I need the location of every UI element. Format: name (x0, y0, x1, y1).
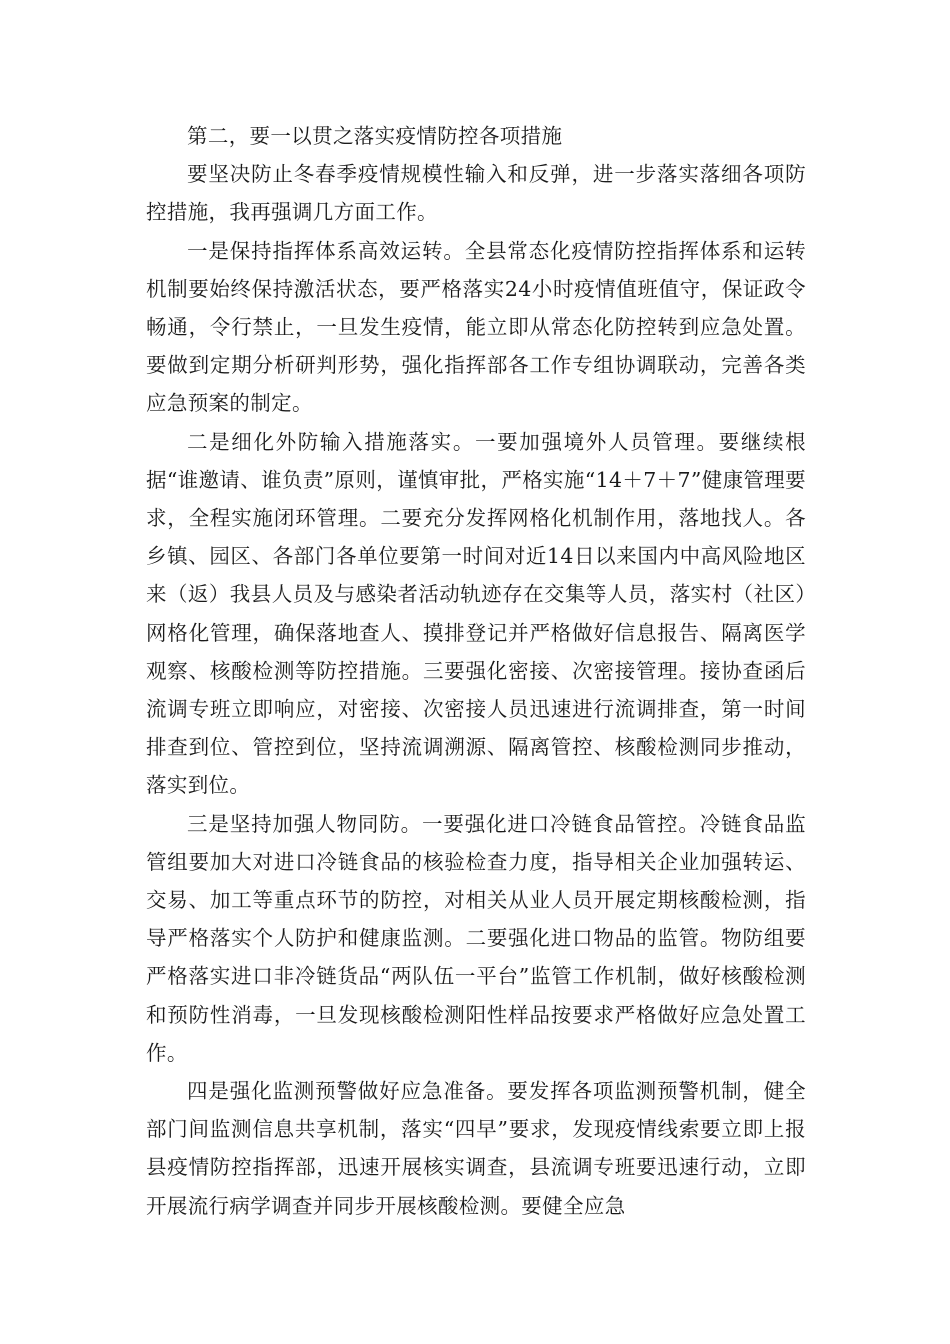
document-page (146, 117, 806, 1225)
paragraph-monitoring: 四是强化监测预警做好应急准备。要发挥各项监测预警机制，健全部门间监测信息共享机制，落实“四早”要求，发现疫情线索要立即上报县疫情防控指挥部，迅速开展核实调查，县流调专班要迅速行动，立即开展流行病学调查并同步开展核酸检测。要健全应急 (146, 1079, 806, 1218)
paragraph-intro: 要坚决防止冬春季疫情规模性输入和反弹，进一步落实落细各项防控措施，我再强调几方面工作。 (146, 162, 806, 225)
section-heading: 第二，要一以贯之落实疫情防控各项措施 (187, 124, 563, 148)
paragraph-command-system: 一是保持指挥体系高效运转。全县常态化疫情防控指挥体系和运转机制要始终保持激活状态，要严格落实24小时疫情值班值守，保证政令畅通，令行禁止，一旦发生疫情，能立即从常态化防控转到应急处置。要做到定期分析研判形势，强化指挥部各工作专组协调联动，完善各类应急预案的制定。 (146, 238, 806, 416)
paragraph-external-input: 二是细化外防输入措施落实。一要加强境外人员管理。要继续根据“谁邀请、谁负责”原则，谨慎审批，严格实施“14＋7＋7”健康管理要求，全程实施闭环管理。二要充分发挥网格化机制作用，落地找人。各乡镇、园区、各部门各单位要第一时间对近14日以来国内中高风险地区来（返）我县人员及与感染者活动轨迹存在交集等人员，落实村（社区）网格化管理，确保落地查人、摸排登记并严格做好信息报告、隔离医学观察、核酸检测等防控措施。三要强化密接、次密接管理。接协查函后流调专班立即响应，对密接、次密接人员迅速进行流调排查，第一时间排查到位、管控到位，坚持流调溯源、隔离管控、核酸检测同步推动，落实到位。 (146, 429, 806, 798)
paragraph-people-goods: 三是坚持加强人物同防。一要强化进口冷链食品管控。冷链食品监管组要加大对进口冷链食品的核验检查力度，指导相关企业加强转运、交易、加工等重点环节的防控，对相关从业人员开展定期核酸检测，指导严格落实个人防护和健康监测。二要强化进口物品的监管。物防组要严格落实进口非冷链货品“两队伍一平台”监管工作机制，做好核酸检测和预防性消毒，一旦发现核酸检测阳性样品按要求严格做好应急处置工作。 (146, 811, 806, 1065)
